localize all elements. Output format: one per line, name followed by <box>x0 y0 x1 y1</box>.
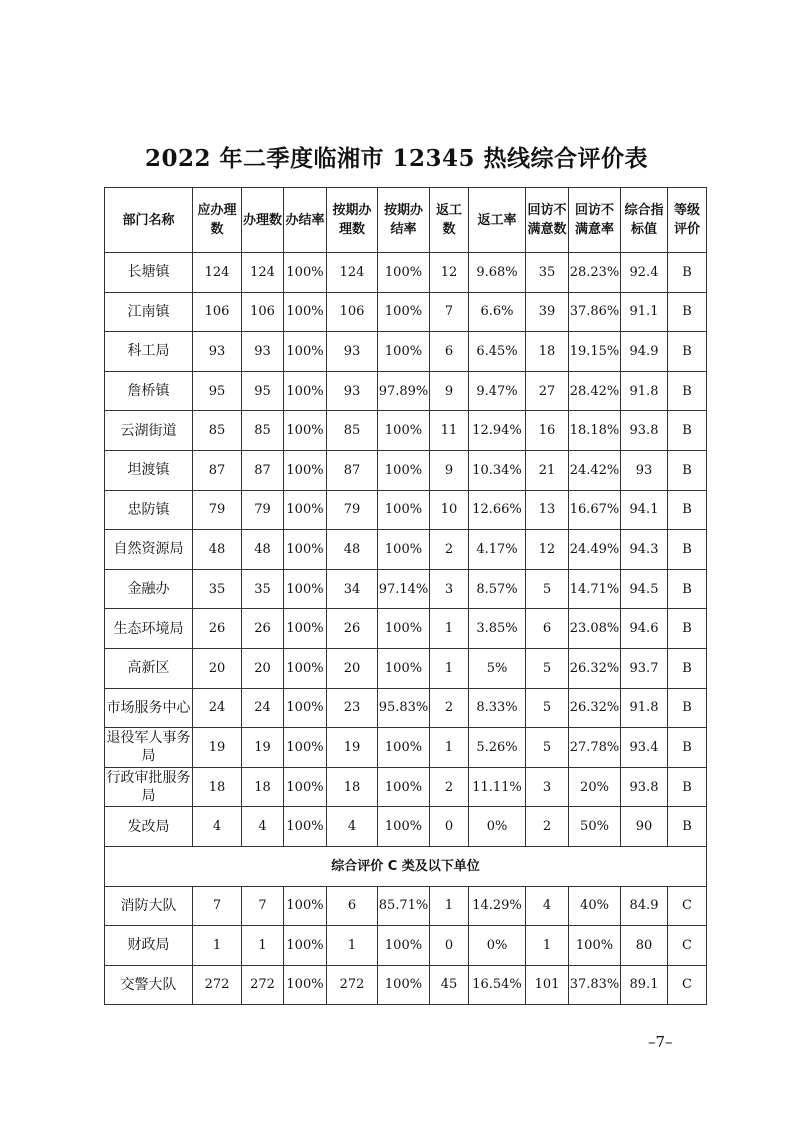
table-cell: 1 <box>430 728 469 768</box>
table-cell: 20 <box>242 648 284 688</box>
table-row <box>105 728 707 768</box>
table-cell: 5% <box>469 648 526 688</box>
table-cell: 34 <box>327 569 378 609</box>
section-label: 综合评价 C 类及以下单位 <box>105 846 707 886</box>
table-cell: C <box>668 886 707 926</box>
table-cell: 97.14% <box>378 569 430 609</box>
table-row <box>105 926 707 966</box>
table-cell: 12 <box>430 253 469 293</box>
table-cell: B <box>668 450 707 490</box>
table-cell: 94.1 <box>621 490 668 530</box>
evaluation-table <box>104 187 707 1005</box>
table-cell: 79 <box>242 490 284 530</box>
table-row <box>105 450 707 490</box>
table-cell: 11 <box>430 411 469 451</box>
table-row <box>105 332 707 372</box>
table-cell: 48 <box>242 530 284 570</box>
table-cell: 11.11% <box>469 767 526 807</box>
table-cell: 39 <box>526 292 569 332</box>
table-cell: 4 <box>526 886 569 926</box>
table-cell: B <box>668 411 707 451</box>
column-header: 应办理数 <box>193 188 242 253</box>
table-cell: 9 <box>430 371 469 411</box>
table-cell: 20% <box>569 767 621 807</box>
table-row <box>105 490 707 530</box>
table-cell: 3 <box>526 767 569 807</box>
table-cell: 2 <box>526 807 569 847</box>
column-header: 按期办理数 <box>327 188 378 253</box>
column-header: 部门名称 <box>105 188 193 253</box>
table-cell: 45 <box>430 965 469 1005</box>
table-row <box>105 253 707 293</box>
table-cell: 8.33% <box>469 688 526 728</box>
table-cell: 100% <box>378 253 430 293</box>
table-cell: 95 <box>242 371 284 411</box>
table-cell: 94.5 <box>621 569 668 609</box>
department-name-cell: 自然资源局 <box>105 530 193 570</box>
table-cell: 87 <box>242 450 284 490</box>
table-cell: 35 <box>193 569 242 609</box>
table-cell: 26 <box>242 609 284 649</box>
column-header: 按期办结率 <box>378 188 430 253</box>
table-cell: 4 <box>327 807 378 847</box>
table-row <box>105 688 707 728</box>
table-cell: 27 <box>526 371 569 411</box>
table-cell: 5 <box>526 728 569 768</box>
table-row <box>105 767 707 807</box>
table-cell: 6 <box>430 332 469 372</box>
department-name-cell: 财政局 <box>105 926 193 966</box>
table-cell: 28.23% <box>569 253 621 293</box>
table-cell: 37.83% <box>569 965 621 1005</box>
table-cell: 18.18% <box>569 411 621 451</box>
table-cell: 91.8 <box>621 371 668 411</box>
table-cell: 21 <box>526 450 569 490</box>
table-cell: 1 <box>526 926 569 966</box>
table-cell: 4 <box>242 807 284 847</box>
table-cell: 93 <box>193 332 242 372</box>
table-cell: 5 <box>526 648 569 688</box>
table-cell: 100% <box>378 292 430 332</box>
table-cell: 7 <box>193 886 242 926</box>
table-cell: 50% <box>569 807 621 847</box>
table-cell: 100% <box>284 332 327 372</box>
department-name-cell: 詹桥镇 <box>105 371 193 411</box>
column-header: 综合指标值 <box>621 188 668 253</box>
table-cell: 100% <box>284 530 327 570</box>
table-cell: 35 <box>526 253 569 293</box>
department-name-cell: 忠防镇 <box>105 490 193 530</box>
column-header: 返工数 <box>430 188 469 253</box>
table-cell: 7 <box>242 886 284 926</box>
department-name-cell: 云湖街道 <box>105 411 193 451</box>
table-cell: 1 <box>430 886 469 926</box>
section-row <box>105 846 707 886</box>
table-cell: 100% <box>284 688 327 728</box>
table-cell: 10.34% <box>469 450 526 490</box>
table-cell: 100% <box>284 569 327 609</box>
column-header: 等级评价 <box>668 188 707 253</box>
table-cell: 94.9 <box>621 332 668 372</box>
table-cell: 93.4 <box>621 728 668 768</box>
table-row <box>105 807 707 847</box>
department-name-cell: 退役军人事务局 <box>105 728 193 768</box>
table-cell: 37.86% <box>569 292 621 332</box>
table-cell: 24.49% <box>569 530 621 570</box>
table-row <box>105 371 707 411</box>
table-cell: 2 <box>430 530 469 570</box>
table-cell: 6 <box>327 886 378 926</box>
table-cell: 19 <box>242 728 284 768</box>
table-cell: 106 <box>242 292 284 332</box>
table-row <box>105 965 707 1005</box>
table-cell: 124 <box>242 253 284 293</box>
table-cell: B <box>668 609 707 649</box>
table-cell: 87 <box>193 450 242 490</box>
table-row <box>105 530 707 570</box>
table-cell: 93.8 <box>621 767 668 807</box>
table-cell: 100% <box>569 926 621 966</box>
table-cell: 100% <box>284 926 327 966</box>
table-cell: 9.47% <box>469 371 526 411</box>
table-cell: B <box>668 807 707 847</box>
table-cell: 93 <box>242 332 284 372</box>
table-cell: 24.42% <box>569 450 621 490</box>
table-cell: 0% <box>469 926 526 966</box>
table-cell: 93 <box>327 332 378 372</box>
department-name-cell: 科工局 <box>105 332 193 372</box>
table-cell: 18 <box>327 767 378 807</box>
table-cell: 101 <box>526 965 569 1005</box>
table-cell: 100% <box>378 807 430 847</box>
table-cell: 48 <box>327 530 378 570</box>
table-cell: B <box>668 688 707 728</box>
table-cell: 26.32% <box>569 648 621 688</box>
table-cell: 4.17% <box>469 530 526 570</box>
column-header: 回访不满意率 <box>569 188 621 253</box>
column-header: 办理数 <box>242 188 284 253</box>
table-cell: 40% <box>569 886 621 926</box>
table-cell: 79 <box>327 490 378 530</box>
table-cell: 87 <box>327 450 378 490</box>
table-cell: 26 <box>193 609 242 649</box>
department-name-cell: 长塘镇 <box>105 253 193 293</box>
table-cell: 100% <box>378 728 430 768</box>
table-cell: 20 <box>327 648 378 688</box>
page-title: 2022 年二季度临湘市 12345 热线综合评价表 <box>144 145 649 172</box>
table-cell: 106 <box>193 292 242 332</box>
table-cell: 100% <box>378 332 430 372</box>
table-cell: B <box>668 292 707 332</box>
table-cell: 1 <box>242 926 284 966</box>
table-cell: 13 <box>526 490 569 530</box>
table-cell: 100% <box>378 530 430 570</box>
column-header: 回访不满意数 <box>526 188 569 253</box>
table-cell: 14.29% <box>469 886 526 926</box>
table-cell: 100% <box>284 807 327 847</box>
department-name-cell: 消防大队 <box>105 886 193 926</box>
table-cell: 0 <box>430 926 469 966</box>
table-cell: 79 <box>193 490 242 530</box>
table-cell: 100% <box>284 253 327 293</box>
table-cell: 7 <box>430 292 469 332</box>
page-number: –7– <box>648 1033 673 1051</box>
table-cell: 97.89% <box>378 371 430 411</box>
table-cell: 272 <box>193 965 242 1005</box>
table-cell: 100% <box>284 648 327 688</box>
table-cell: 80 <box>621 926 668 966</box>
table-cell: 14.71% <box>569 569 621 609</box>
table-cell: 85 <box>242 411 284 451</box>
table-cell: 19 <box>193 728 242 768</box>
table-cell: 5 <box>526 688 569 728</box>
table-cell: 8.57% <box>469 569 526 609</box>
table-cell: 93 <box>621 450 668 490</box>
table-cell: 100% <box>284 728 327 768</box>
department-name-cell: 江南镇 <box>105 292 193 332</box>
table-cell: 100% <box>378 648 430 688</box>
table-cell: 5.26% <box>469 728 526 768</box>
table-cell: B <box>668 490 707 530</box>
table-cell: 100% <box>284 450 327 490</box>
table-cell: 6.6% <box>469 292 526 332</box>
table-cell: 94.6 <box>621 609 668 649</box>
table-cell: 91.8 <box>621 688 668 728</box>
table-cell: 272 <box>327 965 378 1005</box>
table-cell: 95.83% <box>378 688 430 728</box>
table-cell: 28.42% <box>569 371 621 411</box>
table-cell: 0 <box>430 807 469 847</box>
table-cell: 19 <box>327 728 378 768</box>
table-cell: 100% <box>378 609 430 649</box>
table-cell: 89.1 <box>621 965 668 1005</box>
table-cell: 23 <box>327 688 378 728</box>
table-cell: 100% <box>378 926 430 966</box>
department-name-cell: 金融办 <box>105 569 193 609</box>
table-cell: 5 <box>526 569 569 609</box>
table-cell: 12.66% <box>469 490 526 530</box>
table-cell: 4 <box>193 807 242 847</box>
table-cell: B <box>668 253 707 293</box>
table-cell: 24 <box>193 688 242 728</box>
table-cell: 85 <box>327 411 378 451</box>
table-cell: 100% <box>378 965 430 1005</box>
table-cell: 90 <box>621 807 668 847</box>
department-name-cell: 行政审批服务局 <box>105 767 193 807</box>
table-cell: B <box>668 332 707 372</box>
table-cell: 100% <box>284 965 327 1005</box>
table-cell: 100% <box>284 292 327 332</box>
table-cell: 100% <box>378 411 430 451</box>
table-cell: 9.68% <box>469 253 526 293</box>
table-header-row <box>105 188 707 253</box>
table-cell: 100% <box>284 411 327 451</box>
table-cell: 100% <box>284 371 327 411</box>
table-cell: 85 <box>193 411 242 451</box>
table-cell: 19.15% <box>569 332 621 372</box>
table-cell: 124 <box>327 253 378 293</box>
table-cell: 6 <box>526 609 569 649</box>
table-cell: B <box>668 569 707 609</box>
table-cell: 35 <box>242 569 284 609</box>
table-cell: 48 <box>193 530 242 570</box>
table-cell: 93 <box>327 371 378 411</box>
table-cell: 26.32% <box>569 688 621 728</box>
table-cell: 26 <box>327 609 378 649</box>
table-cell: B <box>668 728 707 768</box>
table-cell: 1 <box>327 926 378 966</box>
table-cell: 85.71% <box>378 886 430 926</box>
table-row <box>105 886 707 926</box>
table-cell: 16.67% <box>569 490 621 530</box>
table-cell: 27.78% <box>569 728 621 768</box>
table-cell: 1 <box>193 926 242 966</box>
table-cell: 106 <box>327 292 378 332</box>
table-row <box>105 411 707 451</box>
table-cell: B <box>668 530 707 570</box>
table-row <box>105 648 707 688</box>
table-cell: 18 <box>193 767 242 807</box>
table-cell: C <box>668 965 707 1005</box>
table-cell: 2 <box>430 688 469 728</box>
department-name-cell: 坦渡镇 <box>105 450 193 490</box>
table-cell: 9 <box>430 450 469 490</box>
table-cell: 12 <box>526 530 569 570</box>
table-cell: 10 <box>430 490 469 530</box>
table-cell: 16 <box>526 411 569 451</box>
table-cell: 124 <box>193 253 242 293</box>
table-row <box>105 569 707 609</box>
table-cell: 1 <box>430 648 469 688</box>
table-cell: 2 <box>430 767 469 807</box>
table-cell: 95 <box>193 371 242 411</box>
table-cell: 93.7 <box>621 648 668 688</box>
table-row <box>105 609 707 649</box>
department-name-cell: 发改局 <box>105 807 193 847</box>
table-cell: 84.9 <box>621 886 668 926</box>
table-cell: 23.08% <box>569 609 621 649</box>
table-cell: 0% <box>469 807 526 847</box>
table-cell: 20 <box>193 648 242 688</box>
table-row <box>105 292 707 332</box>
table-cell: 6.45% <box>469 332 526 372</box>
table-cell: 18 <box>242 767 284 807</box>
department-name-cell: 生态环境局 <box>105 609 193 649</box>
table-cell: 94.3 <box>621 530 668 570</box>
table-cell: B <box>668 648 707 688</box>
table-cell: 272 <box>242 965 284 1005</box>
table-cell: 24 <box>242 688 284 728</box>
table-cell: 100% <box>284 767 327 807</box>
department-name-cell: 高新区 <box>105 648 193 688</box>
column-header: 办结率 <box>284 188 327 253</box>
table-cell: 100% <box>378 450 430 490</box>
table-cell: 3.85% <box>469 609 526 649</box>
table-cell: 18 <box>526 332 569 372</box>
column-header: 返工率 <box>469 188 526 253</box>
table-cell: 100% <box>378 767 430 807</box>
table-cell: B <box>668 371 707 411</box>
table-cell: 100% <box>284 886 327 926</box>
table-cell: 1 <box>430 609 469 649</box>
table-cell: 100% <box>284 609 327 649</box>
table-cell: 3 <box>430 569 469 609</box>
table-cell: 12.94% <box>469 411 526 451</box>
table-cell: 16.54% <box>469 965 526 1005</box>
department-name-cell: 市场服务中心 <box>105 688 193 728</box>
table-cell: C <box>668 926 707 966</box>
department-name-cell: 交警大队 <box>105 965 193 1005</box>
table-cell: 100% <box>378 490 430 530</box>
table-cell: 100% <box>284 490 327 530</box>
table-cell: 93.8 <box>621 411 668 451</box>
table-cell: B <box>668 767 707 807</box>
table-cell: 91.1 <box>621 292 668 332</box>
table-cell: 92.4 <box>621 253 668 293</box>
